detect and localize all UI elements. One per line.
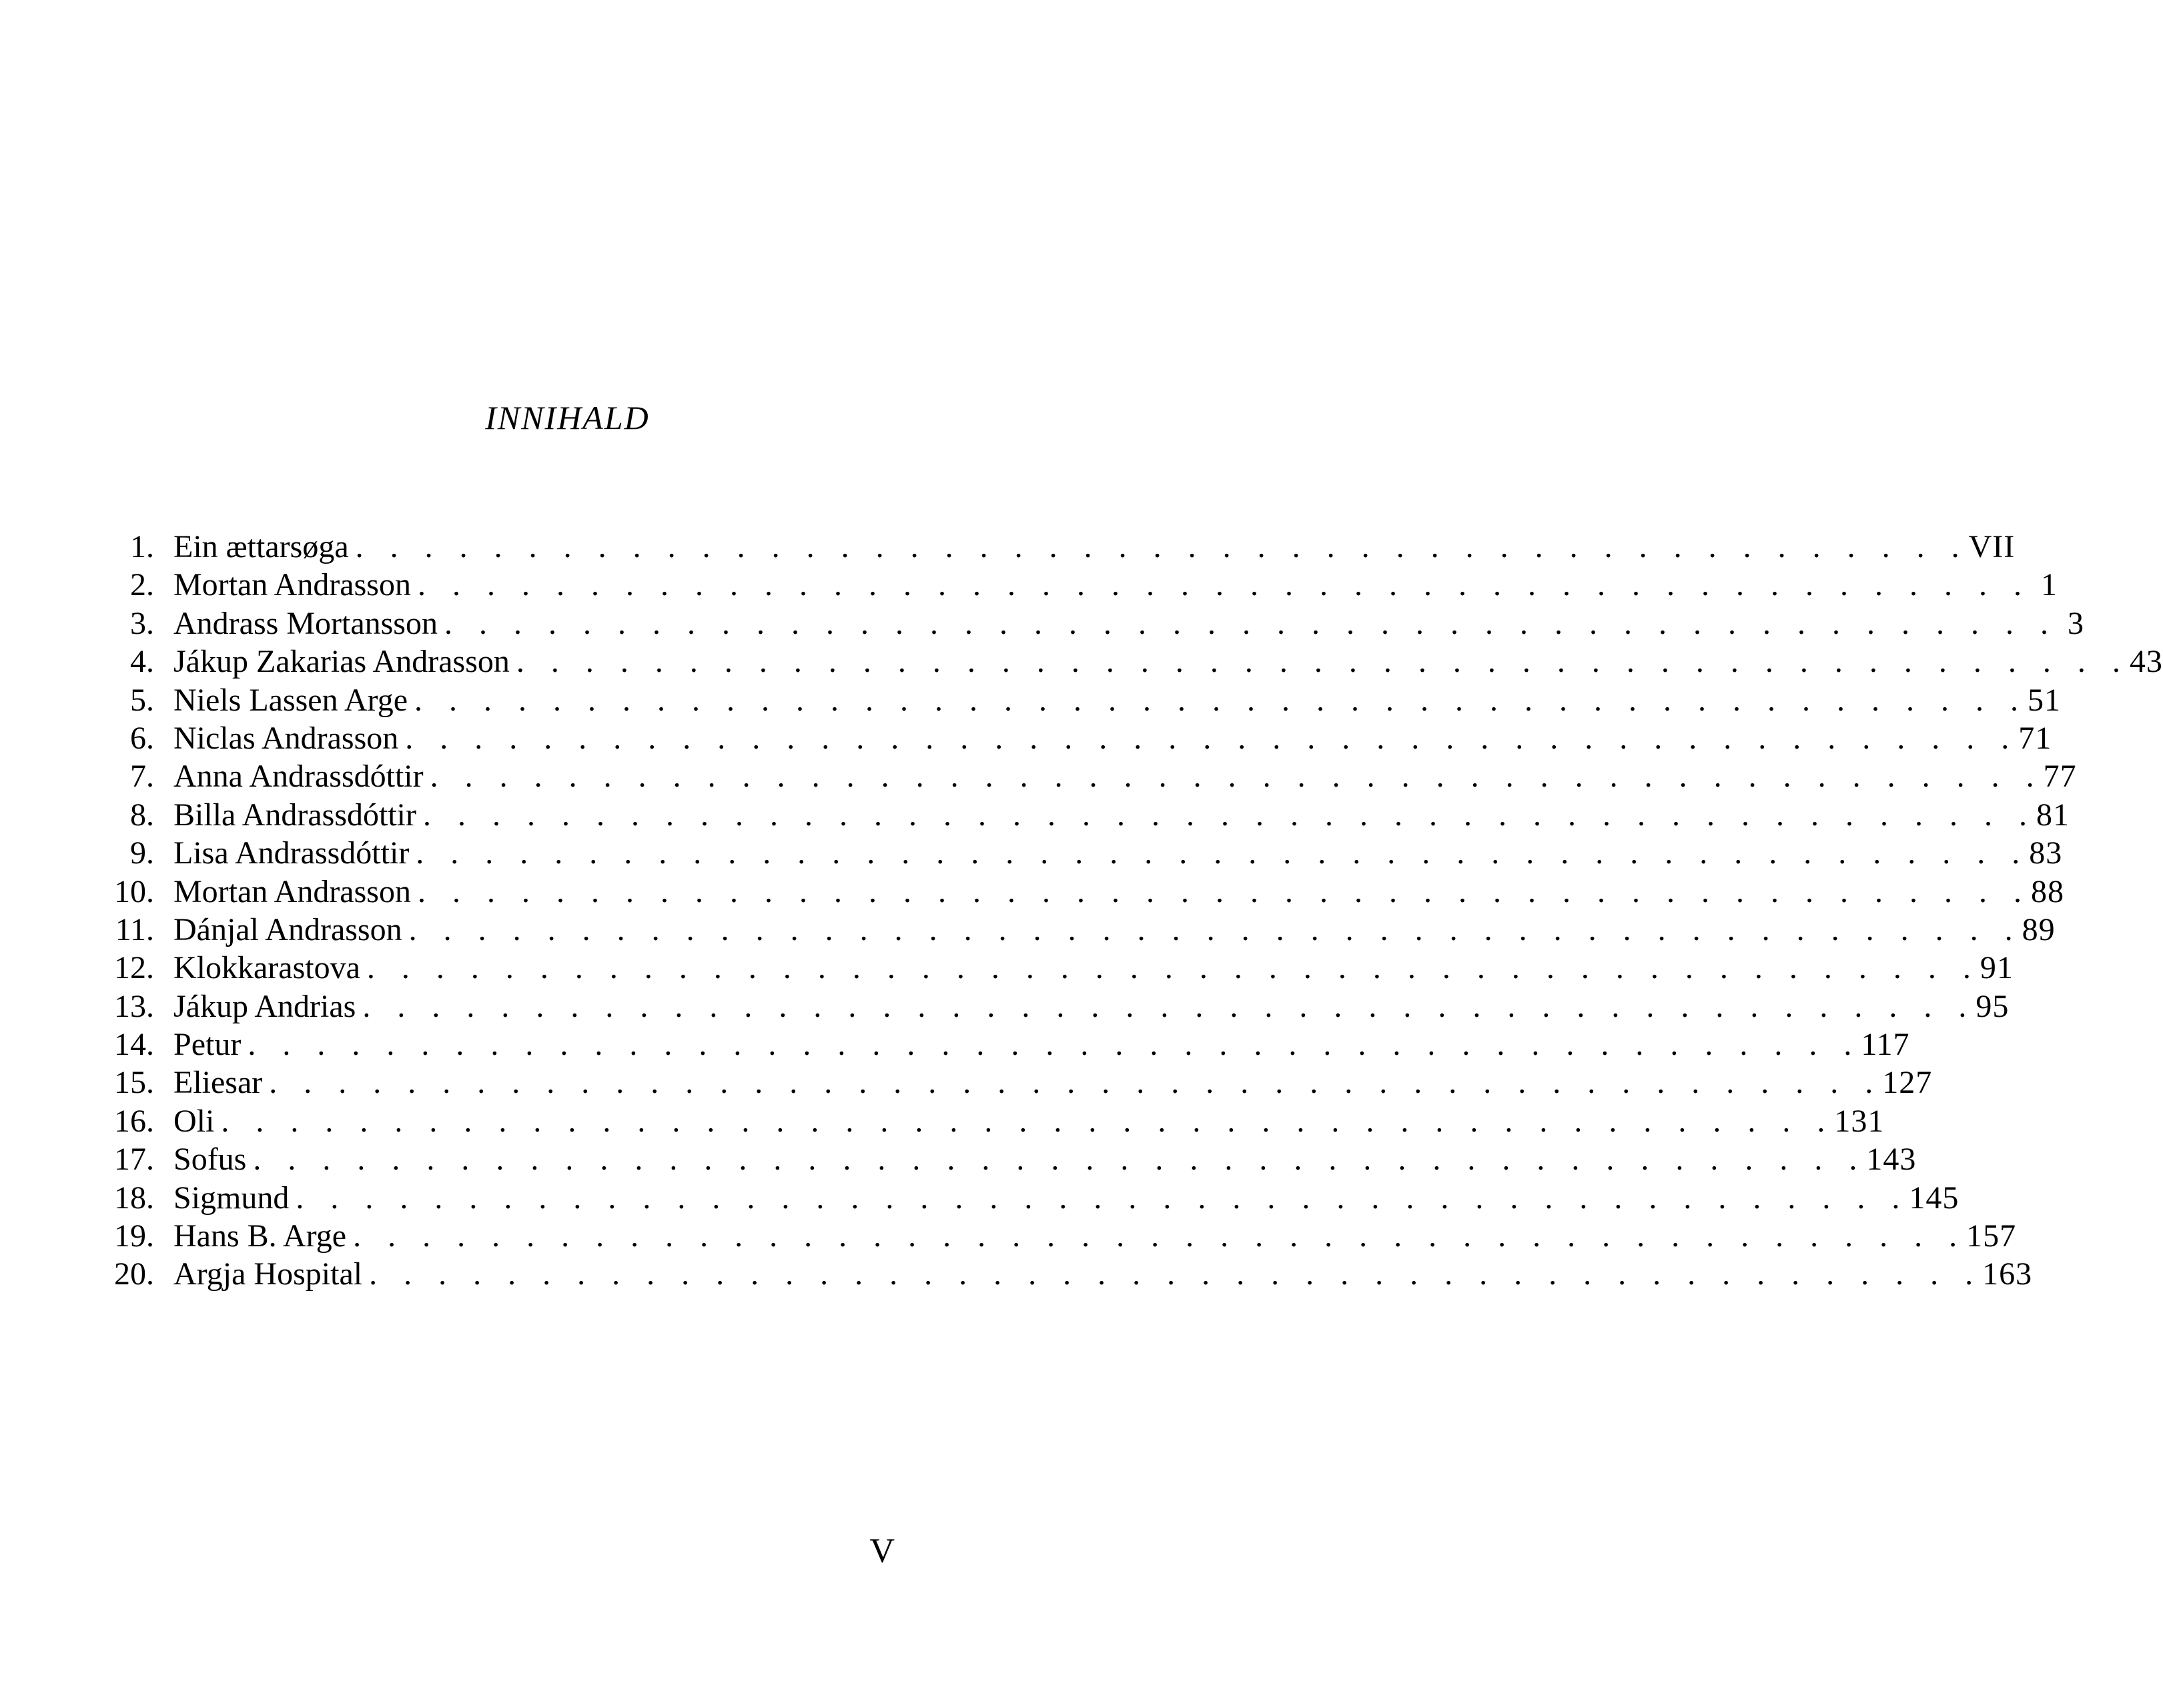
toc-dot-leader: . . . . . . . . . . . . . . . . . . . . . . . . . . . . . . . . . . . . . . . . . . . . . . . (253, 1142, 1867, 1178)
toc-entry-title: Mortan Andrasson (173, 873, 411, 909)
toc-entry-page: 145 (1909, 1180, 1960, 1216)
toc-entry-title: Ein ættarsøga (173, 529, 349, 564)
toc-entry (112, 1217, 2017, 1255)
toc-entry-page: 1 (2040, 567, 2058, 603)
toc-dot-leader: . . . . . . . . . . . . . . . . . . . . . . . . . . . . . . . . . . . . . . . . . . . . . . . (269, 1065, 1883, 1101)
toc-entry-page: 91 (1980, 950, 2014, 986)
toc-entry-number: 10. (114, 873, 154, 909)
toc-entry-page: VII (1968, 529, 2016, 564)
toc-dot-leader: . . . . . . . . . . . . . . . . . . . . . . . . . . . . . . . . . . . . . . . . . . . . . . . (362, 988, 1976, 1024)
toc-entry (112, 528, 2016, 566)
toc-entry-page: 43 (2129, 644, 2163, 680)
toc-entry (112, 643, 2163, 681)
toc-dot-leader: . . . . . . . . . . . . . . . . . . . . . . . . . . . . . . . . . . . . . . . . . . . . . . . (516, 644, 2130, 680)
toc-entry-number: 2. (130, 567, 154, 603)
toc-dot-leader: . . . . . . . . . . . . . . . . . . . . . . . . . . . . . . . . . . . . . . . . . . . . . . . (414, 682, 2028, 718)
toc-dot-leader: . . . . . . . . . . . . . . . . . . . . . . . . . . . . . . . . . . . . . . . . . . . . . . . (422, 797, 2036, 833)
toc-entry-number: 1. (130, 529, 154, 564)
toc-entry-page: 77 (2043, 759, 2077, 795)
toc-dot-leader: . . . . . . . . . . . . . . . . . . . . . . . . . . . . . . . . . . . . . . . . . . . . . . . (296, 1180, 1909, 1216)
toc-entry-number: 15. (114, 1065, 154, 1101)
toc-entry (112, 757, 2077, 795)
toc-entry-title: Dánjal Andrasson (173, 911, 402, 947)
toc-entry-page: 117 (1861, 1027, 1910, 1063)
toc-entry-page: 143 (1866, 1142, 1917, 1178)
toc-entry-title: Jákup Zakarias Andrasson (173, 644, 510, 680)
toc-entry-page: 131 (1834, 1103, 1885, 1139)
toc-entry-title: Oli (173, 1103, 215, 1139)
toc-entry-title: Anna Andrassdóttir (173, 759, 424, 795)
toc-entry-number: 16. (114, 1103, 154, 1139)
toc-entry-title: Mortan Andrasson (173, 567, 411, 603)
toc-entry-title: Jákup Andrias (173, 988, 356, 1024)
toc-entry (112, 911, 2056, 949)
toc-entry-title: Sigmund (173, 1180, 290, 1216)
toc-entry (112, 1255, 2033, 1293)
toc-entry (112, 796, 2070, 834)
toc-entry-title: Klokkarastova (173, 950, 360, 986)
toc-entry-page: 127 (1882, 1065, 1933, 1101)
toc-dot-leader: . . . . . . . . . . . . . . . . . . . . . . . . . . . . . . . . . . . . . . . . . . . . . . . (416, 835, 2030, 871)
toc-dot-leader: . . . . . . . . . . . . . . . . . . . . . . . . . . . . . . . . . . . . . . . . . . . . . . . (405, 720, 2019, 756)
toc-entry-page: 71 (2018, 720, 2052, 756)
page-title: INNIHALD (485, 399, 650, 436)
toc-entry-page: 163 (1982, 1256, 2033, 1292)
toc-entry-page: 83 (2029, 835, 2063, 871)
toc-dot-leader: . . . . . . . . . . . . . . . . . . . . . . . . . . . . . . . . . . . . . . . . . . . . . . . (248, 1027, 1861, 1063)
toc-entry-number: 4. (130, 644, 154, 680)
toc-entry-page: 88 (2030, 873, 2064, 909)
toc-entry (112, 566, 2058, 604)
toc-entry (112, 873, 2064, 911)
toc-entry (112, 987, 2010, 1025)
toc-entry-title: Niclas Andrasson (173, 720, 399, 756)
toc-entry-number: 18. (114, 1180, 154, 1216)
toc-entry-number: 6. (130, 720, 154, 756)
table-of-contents (112, 528, 2163, 1294)
toc-entry-page: 89 (2022, 911, 2056, 947)
toc-entry-number: 12. (114, 950, 154, 986)
toc-entry (112, 1063, 1933, 1102)
toc-entry-page: 51 (2028, 682, 2062, 718)
toc-entry-number: 7. (130, 759, 154, 795)
toc-entry-page: 95 (1976, 988, 2010, 1024)
toc-dot-leader: . . . . . . . . . . . . . . . . . . . . . . . . . . . . . . . . . . . . . . . . . . . . . . . (366, 950, 1980, 986)
toc-entry (112, 1102, 1885, 1140)
toc-entry (112, 681, 2062, 719)
toc-entry-number: 8. (130, 797, 154, 833)
toc-entry-title: Sofus (173, 1142, 247, 1178)
toc-dot-leader: . . . . . . . . . . . . . . . . . . . . . . . . . . . . . . . . . . . . . . . . . . . . . . . (369, 1256, 1983, 1292)
toc-entry-title: Andrass Mortansson (173, 605, 438, 641)
toc-dot-leader: . . . . . . . . . . . . . . . . . . . . . . . . . . . . . . . . . . . . . . . . . . . . . . . (355, 529, 1969, 564)
toc-entry (112, 949, 2014, 987)
toc-entry-title: Eliesar (173, 1065, 263, 1101)
toc-entry-number: 14. (114, 1027, 154, 1063)
toc-entry-number: 19. (114, 1218, 154, 1254)
toc-entry (112, 719, 2052, 757)
page-number: V (869, 1532, 895, 1570)
toc-entry-title: Lisa Andrassdóttir (173, 835, 410, 871)
toc-dot-leader: . . . . . . . . . . . . . . . . . . . . . . . . . . . . . . . . . . . . . . . . . . . . . . . (353, 1218, 1967, 1254)
toc-entry-number: 5. (130, 682, 154, 718)
toc-entry-number: 20. (114, 1256, 154, 1292)
toc-dot-leader: . . . . . . . . . . . . . . . . . . . . . . . . . . . . . . . . . . . . . . . . . . . . . . . (221, 1103, 1835, 1139)
toc-entry-title: Hans B. Arge (173, 1218, 347, 1254)
toc-dot-leader: . . . . . . . . . . . . . . . . . . . . . . . . . . . . . . . . . . . . . . . . . . . . . . . (417, 873, 2031, 909)
toc-entry-page: 3 (2067, 605, 2084, 641)
toc-entry-page: 157 (1966, 1218, 2017, 1254)
toc-entry (112, 1140, 1917, 1178)
toc-dot-leader: . . . . . . . . . . . . . . . . . . . . . . . . . . . . . . . . . . . . . . . . . . . . . . . (417, 567, 2031, 603)
toc-dot-leader: . . . . . . . . . . . . . . . . . . . . . . . . . . . . . . . . . . . . . . . . . . . . . . . (430, 759, 2044, 795)
toc-dot-leader: . . . . . . . . . . . . . . . . . . . . . . . . . . . . . . . . . . . . . . . . . . . . . . . (444, 605, 2058, 641)
toc-entry-number: 17. (114, 1142, 154, 1178)
toc-entry (112, 604, 2084, 643)
toc-entry-title: Argja Hospital (173, 1256, 363, 1292)
toc-entry-number: 11. (115, 911, 154, 947)
toc-entry (112, 1025, 1910, 1063)
toc-entry-title: Petur (173, 1027, 242, 1063)
toc-entry (112, 1179, 1960, 1217)
toc-entry-title: Niels Lassen Arge (173, 682, 408, 718)
toc-entry-page: 81 (2036, 797, 2070, 833)
toc-dot-leader: . . . . . . . . . . . . . . . . . . . . . . . . . . . . . . . . . . . . . . . . . . . . . . . (408, 911, 2022, 947)
toc-entry-number: 3. (130, 605, 154, 641)
toc-entry-title: Billa Andrassdóttir (173, 797, 416, 833)
toc-entry-number: 9. (130, 835, 154, 871)
toc-entry (112, 834, 2063, 872)
toc-entry-number: 13. (114, 988, 154, 1024)
